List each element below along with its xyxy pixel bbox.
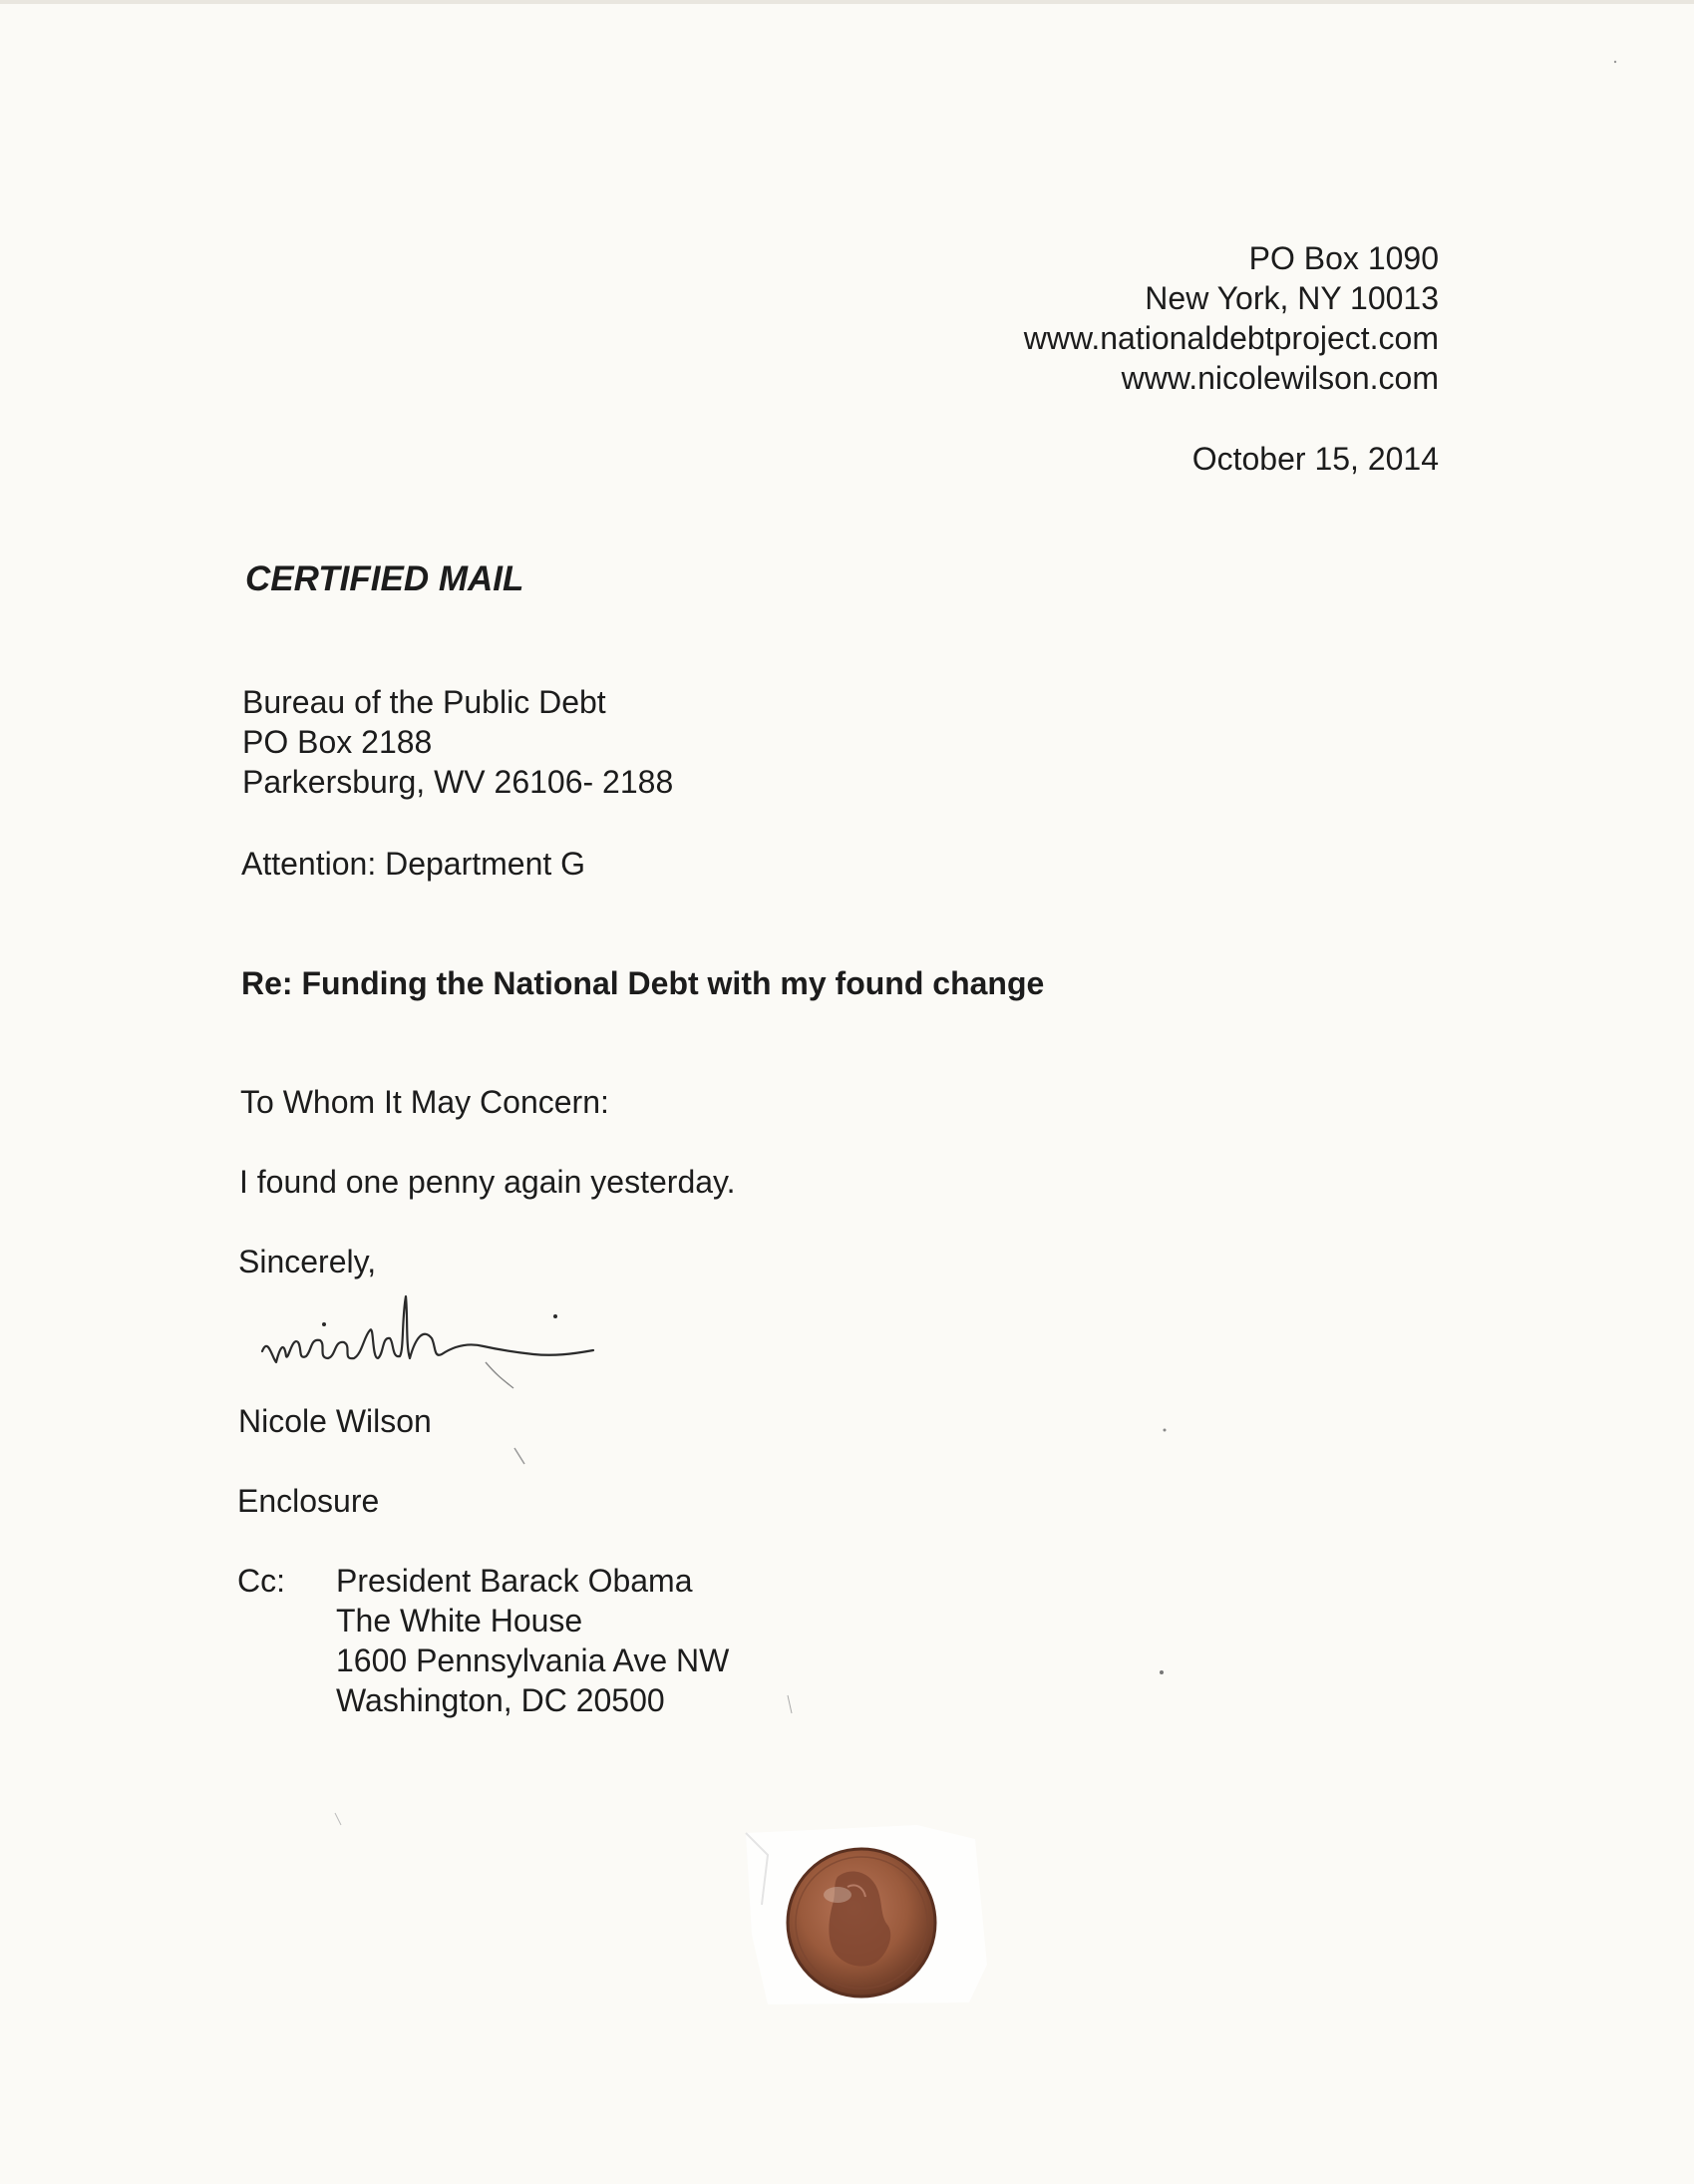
cc-line: Washington, DC 20500 — [336, 1682, 665, 1718]
letter-body: I found one penny again yesterday. — [239, 1164, 736, 1200]
paper-edge — [0, 0, 1694, 4]
sender-address — [1024, 238, 1439, 398]
cc-address — [336, 1561, 729, 1720]
attention-line: Attention: Department G — [241, 846, 586, 882]
recipient-line: PO Box 2188 — [242, 724, 433, 760]
cc-line: President Barack Obama — [336, 1563, 693, 1599]
handwritten-signature — [254, 1267, 603, 1396]
cc-label: Cc: — [237, 1563, 285, 1599]
sender-line: PO Box 1090 — [1248, 240, 1439, 276]
recipient-address — [242, 682, 673, 802]
subject-line: Re: Funding the National Debt with my found change — [241, 965, 1045, 1001]
enclosure-note: Enclosure — [237, 1483, 380, 1519]
signer-name: Nicole Wilson — [238, 1403, 432, 1439]
sender-website-link[interactable]: www.nicolewilson.com — [1121, 360, 1439, 396]
sender-website-link[interactable]: www.nationaldebtproject.com — [1023, 320, 1439, 356]
recipient-line: Parkersburg, WV 26106- 2188 — [242, 764, 674, 800]
closing: Sincerely, — [238, 1244, 377, 1279]
cc-line: The White House — [336, 1603, 583, 1638]
sender-line: New York, NY 10013 — [1145, 280, 1439, 316]
salutation: To Whom It May Concern: — [240, 1084, 609, 1120]
recipient-line: Bureau of the Public Debt — [242, 684, 606, 720]
certified-mail-heading: CERTIFIED MAIL — [245, 559, 524, 598]
cc-line: 1600 Pennsylvania Ave NW — [336, 1642, 730, 1678]
penny-enclosure — [738, 1815, 997, 2014]
letter-date: October 15, 2014 — [1191, 441, 1439, 477]
